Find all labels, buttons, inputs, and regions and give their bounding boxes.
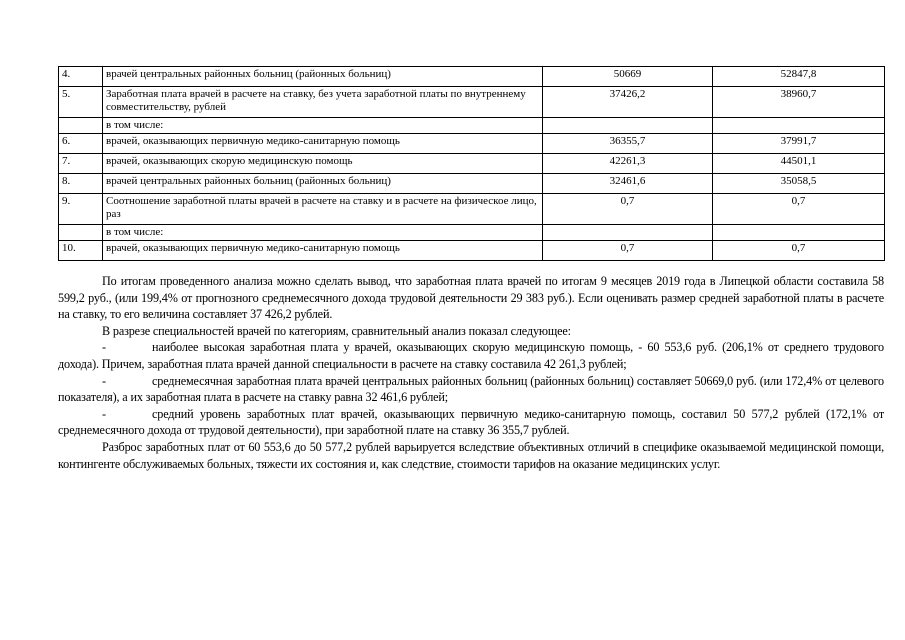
bullet-ambulance (58, 339, 884, 372)
bullet-text: среднемесячная заработная плата врачей центральных районных больниц (районных больниц) составляет 50669,0 руб. (или 172,4% от целевого показателя), а их заработная плата в расчете на ставку равна 32 461,6 рублей; (58, 373, 884, 405)
row-number-cell: 4. (59, 67, 103, 87)
value-col2-cell: 37991,7 (713, 134, 885, 154)
row-number-cell: 10. (59, 241, 103, 261)
value-col2-cell: 38960,7 (713, 87, 885, 118)
value-col2-cell: 0,7 (713, 241, 885, 261)
value-col1-cell: 50669 (543, 67, 713, 87)
row-number-cell: 7. (59, 154, 103, 174)
row-number-cell (59, 118, 103, 134)
indicator-label-cell: Заработная плата врачей в расчете на ставку, без учета заработной платы по внутреннему совместительству, рублей (103, 87, 543, 118)
row-number-cell: 5. (59, 87, 103, 118)
indicator-label-cell: врачей, оказывающих скорую медицинскую помощь (103, 154, 543, 174)
bullet-dash: - (102, 406, 106, 421)
salary-table-body (59, 67, 885, 261)
paragraph-conclusion: По итогам проведенного анализа можно сделать вывод, что заработная плата врачей по итогам 9 месяцев 2019 года в Липецкой области составила 58 599,2 руб., (или 199,4% от прогнозного среднемесячного дохода трудовой деятельности 29 383 руб.). Если оценивать размер средней заработной платы в расчете на ставку, то его величина составляет 37 426,2 рублей. (58, 274, 884, 322)
indicator-label-cell: в том числе: (103, 225, 543, 241)
value-col1-cell: 0,7 (543, 194, 713, 225)
indicator-label-cell: врачей, оказывающих первичную медико-санитарную помощь (103, 241, 543, 261)
table-row (59, 225, 885, 241)
value-col1-cell: 36355,7 (543, 134, 713, 154)
table-row (59, 241, 885, 261)
row-number-cell: 6. (59, 134, 103, 154)
table-row (59, 154, 885, 174)
bullet-dash: - (102, 373, 106, 388)
salary-table (58, 66, 885, 261)
indicator-label-cell: врачей центральных районных больниц (районных больниц) (103, 174, 543, 194)
value-col2-cell (713, 225, 885, 241)
table-row (59, 174, 885, 194)
row-number-cell: 9. (59, 194, 103, 225)
table-row (59, 134, 885, 154)
bullet-primary-care (58, 406, 884, 439)
indicator-label-cell: Соотношение заработной платы врачей в расчете на ставку и в расчете на физическое лицо, раз (103, 194, 543, 225)
row-number-cell (59, 225, 103, 241)
analysis-text (58, 273, 884, 472)
bullet-dash: - (102, 340, 106, 355)
value-col2-cell: 44501,1 (713, 154, 885, 174)
table-row (59, 87, 885, 118)
bullet-text: наиболее высокая заработная плата у врачей, оказывающих скорую медицинскую помощь, - 60 553,6 руб. (206,1% от среднего трудового дохода). Причем, заработная плата врачей данной специальности в расчете на ставку составила 42 261,3 рублей; (58, 340, 884, 371)
value-col1-cell: 37426,2 (543, 87, 713, 118)
paragraph-categories-intro: В разрезе специальностей врачей по категориям, сравнительный анализ показал следующее: (102, 323, 571, 338)
paragraph-salary-range: Разброс заработных плат от 60 553,6 до 50 577,2 рублей варьируется вследствие объективных отличий в специфике оказываемой медицинской помощи, контингенте обслуживаемых больных, тяжести их состояния и, как следствие, стоимости тарифов на оказание медицинских услуг. (58, 439, 884, 471)
table-row (59, 194, 885, 225)
value-col2-cell: 52847,8 (713, 67, 885, 87)
value-col1-cell: 32461,6 (543, 174, 713, 194)
table-row (59, 118, 885, 134)
indicator-label-cell: врачей центральных районных больниц (районных больниц) (103, 67, 543, 87)
row-number-cell: 8. (59, 174, 103, 194)
value-col1-cell: 42261,3 (543, 154, 713, 174)
value-col1-cell (543, 225, 713, 241)
value-col1-cell (543, 118, 713, 134)
value-col2-cell: 0,7 (713, 194, 885, 225)
bullet-text: средний уровень заработных плат врачей, оказывающих первичную медико-санитарную помощь, составил 50 577,2 рублей (172,1% от среднемесячного дохода от трудовой деятельности), при заработной плате на ставку 36 355,7 рублей. (58, 406, 884, 438)
value-col1-cell: 0,7 (543, 241, 713, 261)
document-page (58, 66, 884, 472)
table-row (59, 67, 885, 87)
indicator-label-cell: в том числе: (103, 118, 543, 134)
value-col2-cell: 35058,5 (713, 174, 885, 194)
indicator-label-cell: врачей, оказывающих первичную медико-санитарную помощь (103, 134, 543, 154)
value-col2-cell (713, 118, 885, 134)
bullet-district-hospitals (58, 373, 884, 406)
